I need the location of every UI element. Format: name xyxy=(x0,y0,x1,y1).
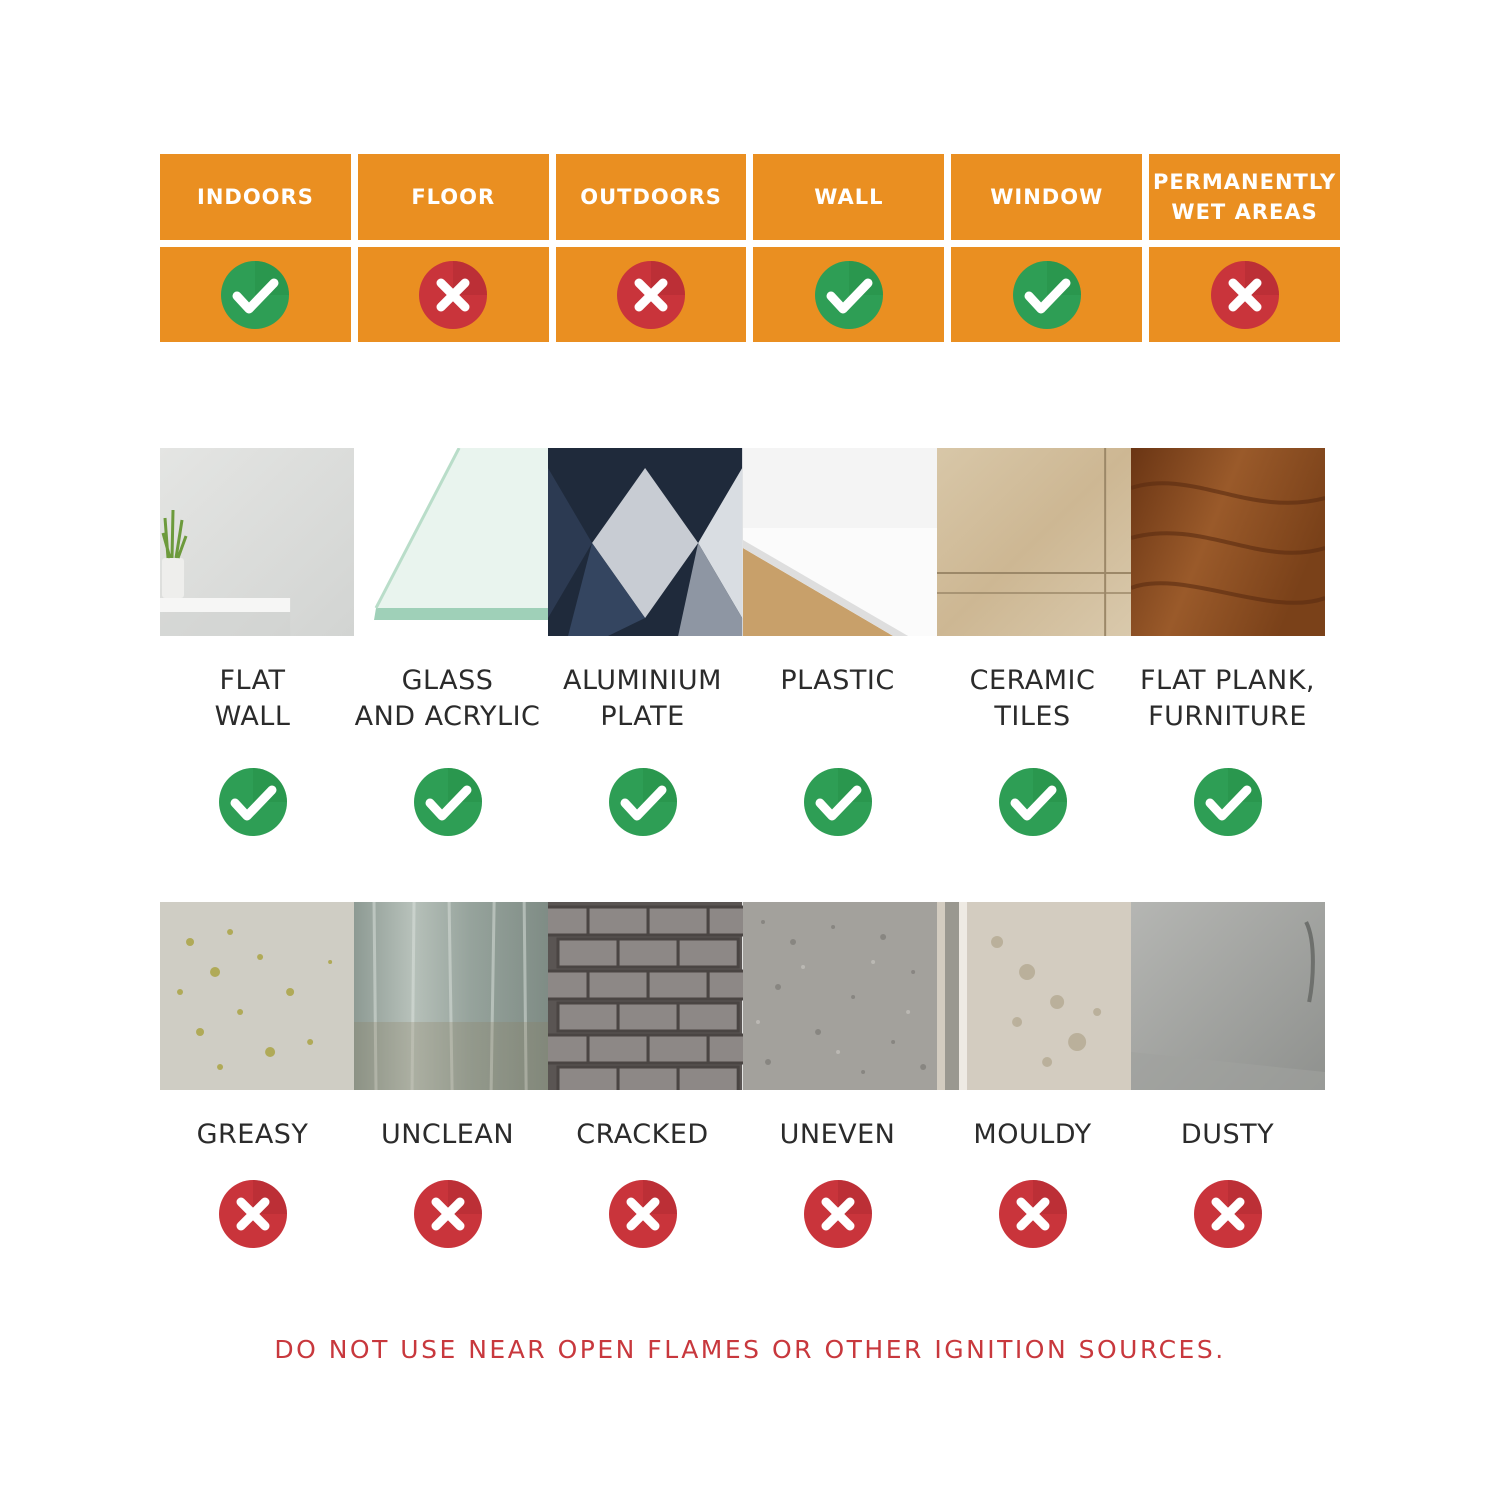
cross-icon xyxy=(802,1178,874,1250)
suitable-surface-status xyxy=(155,766,1325,838)
cross-icon xyxy=(217,1178,289,1250)
check-icon xyxy=(1192,766,1264,838)
location-status-wet-areas xyxy=(1149,247,1340,342)
cross-icon xyxy=(1192,1178,1264,1250)
surface-label-glass-acrylic: GLASS AND ACRYLIC xyxy=(354,665,541,732)
check-icon xyxy=(997,766,1069,838)
location-status-window xyxy=(951,247,1142,342)
surface-label-mouldy: MOULDY xyxy=(973,1119,1092,1150)
photo-greasy xyxy=(160,902,354,1090)
check-icon xyxy=(219,259,291,331)
cross-icon xyxy=(997,1178,1069,1250)
location-status-outdoors xyxy=(556,247,747,342)
photo-dusty xyxy=(1131,902,1325,1090)
check-icon xyxy=(412,766,484,838)
location-header-wet-areas: PERMANENTLY WET AREAS xyxy=(1149,154,1340,240)
photo-unclean xyxy=(354,902,548,1090)
surface-label-dusty: DUSTY xyxy=(1180,1119,1275,1150)
surface-label-flat-wall: FLAT WALL xyxy=(214,665,291,732)
cross-icon xyxy=(417,259,489,331)
surface-label-unclean: UNCLEAN xyxy=(380,1119,515,1150)
check-icon xyxy=(802,766,874,838)
surface-label-flat-plank: FLAT PLANK, FURNITURE xyxy=(1139,665,1316,732)
surface-label-aluminium-plate: ALUMINIUM PLATE xyxy=(563,665,722,732)
check-icon xyxy=(813,259,885,331)
photo-plastic xyxy=(743,448,937,636)
safety-warning: DO NOT USE NEAR OPEN FLAMES OR OTHER IGNITION SOURCES. xyxy=(274,1335,1226,1364)
surface-label-plastic: PLASTIC xyxy=(780,665,895,696)
unsuitable-surface-labels xyxy=(155,1117,1325,1153)
photo-flat-plank-furniture xyxy=(1131,448,1325,636)
check-icon xyxy=(217,766,289,838)
location-header-wall: WALL xyxy=(753,154,944,240)
surface-label-uneven: UNEVEN xyxy=(779,1119,896,1150)
cross-icon xyxy=(1209,259,1281,331)
location-table xyxy=(160,154,1340,342)
photo-aluminium-plate xyxy=(548,448,742,636)
location-header-window: WINDOW xyxy=(951,154,1142,240)
suitable-surface-labels xyxy=(155,663,1325,735)
cross-icon xyxy=(412,1178,484,1250)
cross-icon xyxy=(615,259,687,331)
location-header-outdoors: OUTDOORS xyxy=(556,154,747,240)
surface-label-greasy: GREASY xyxy=(196,1119,309,1150)
location-status-floor xyxy=(358,247,549,342)
surface-label-ceramic-tiles: CERAMIC TILES xyxy=(969,665,1096,732)
cross-icon xyxy=(607,1178,679,1250)
location-status-indoors xyxy=(160,247,351,342)
photo-mouldy xyxy=(937,902,1131,1090)
location-header-indoors: INDOORS xyxy=(160,154,351,240)
photo-cracked xyxy=(548,902,742,1090)
location-status-wall xyxy=(753,247,944,342)
photo-flat-wall xyxy=(160,448,354,636)
suitable-surface-photos xyxy=(160,448,1325,636)
photo-uneven xyxy=(743,902,937,1090)
surface-label-cracked: CRACKED xyxy=(576,1119,709,1150)
photo-ceramic-tiles xyxy=(937,448,1131,636)
unsuitable-surface-photos xyxy=(160,902,1325,1090)
check-icon xyxy=(1011,259,1083,331)
photo-glass-acrylic xyxy=(354,448,548,636)
unsuitable-surface-status xyxy=(155,1178,1325,1250)
location-header-floor: FLOOR xyxy=(358,154,549,240)
check-icon xyxy=(607,766,679,838)
